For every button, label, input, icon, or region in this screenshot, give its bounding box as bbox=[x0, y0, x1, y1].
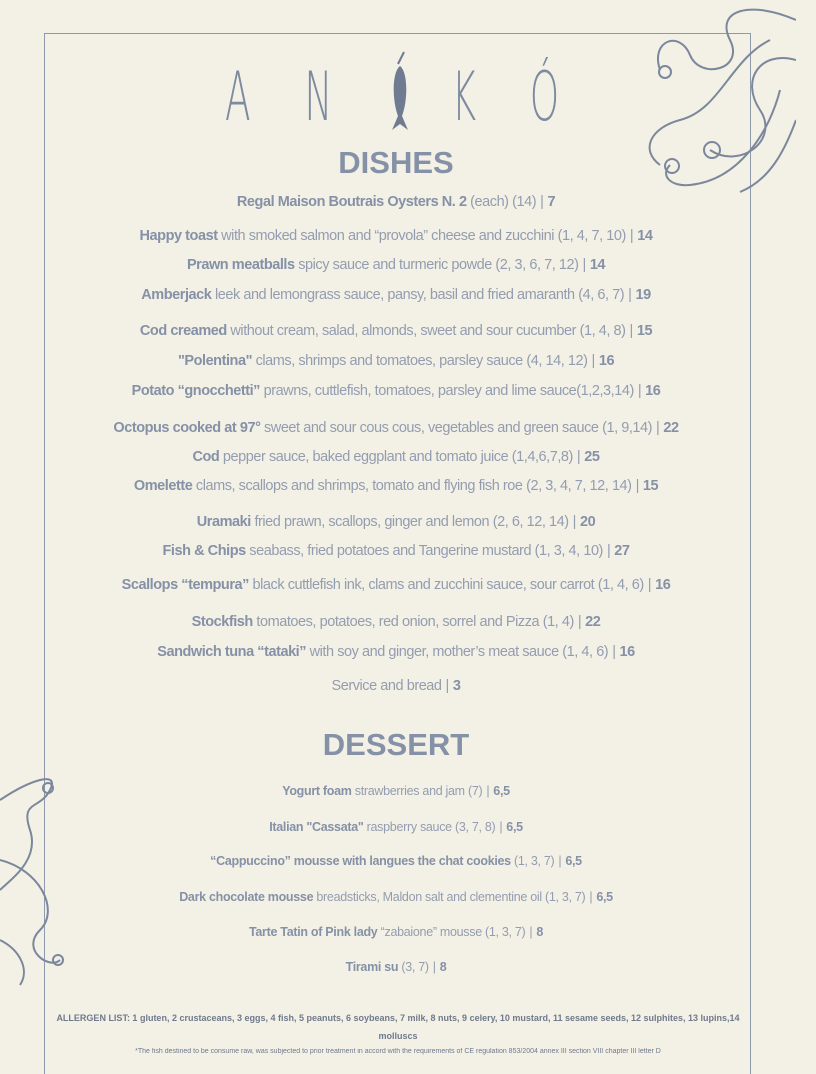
logo-text-left: A N bbox=[225, 58, 354, 137]
item-name: Omelette bbox=[133, 478, 193, 494]
item-description: “zabaione” mousse (1, 3, 7) bbox=[377, 925, 526, 939]
item-description: pepper sauce, baked eggplant and tomato juice (1,4,6,7,8) bbox=[219, 449, 573, 465]
item-price: 16 bbox=[645, 383, 661, 399]
item-name: Tirami su bbox=[345, 960, 399, 974]
item-description: seabass, fried potatoes and Tangerine mustard (1, 3, 4, 10) bbox=[245, 543, 603, 559]
item-price: 6,5 bbox=[493, 784, 510, 798]
dish-item bbox=[0, 227, 792, 245]
item-price: 16 bbox=[655, 577, 671, 593]
item-name: Happy toast bbox=[139, 228, 218, 244]
item-description: clams, shrimps and tomatoes, parsley sauce (4, 14, 12) bbox=[252, 353, 588, 369]
item-name: “Cappuccino” mousse with langues the chat cookies bbox=[210, 854, 511, 868]
item-price: 14 bbox=[637, 228, 653, 244]
item-name: Regal Maison Boutrais Oysters N. 2 bbox=[236, 194, 467, 210]
section-title-dishes: DISHES bbox=[338, 145, 454, 180]
item-description: (each) (14) bbox=[466, 194, 537, 210]
item-price: 8 bbox=[439, 960, 447, 974]
dessert-item bbox=[0, 958, 792, 976]
item-name: Yogurt foam bbox=[282, 784, 352, 798]
logo-text-right: K Ó bbox=[451, 58, 581, 137]
item-name: Fish & Chips bbox=[162, 543, 246, 559]
price-separator: | bbox=[582, 257, 586, 273]
item-name: Tarte Tatin of Pink lady bbox=[248, 925, 378, 939]
price-separator: | bbox=[637, 383, 642, 399]
price-separator: | bbox=[635, 478, 639, 494]
item-name: Scallops “tempura” bbox=[121, 577, 249, 593]
item-price: 27 bbox=[614, 543, 630, 559]
dish-item bbox=[0, 419, 792, 437]
item-price: 14 bbox=[589, 257, 606, 273]
price-separator: | bbox=[629, 323, 633, 339]
dish-item bbox=[0, 382, 792, 400]
item-price: 6,5 bbox=[565, 854, 582, 868]
price-separator: | bbox=[606, 543, 611, 559]
price-separator: | bbox=[647, 577, 652, 593]
item-name: Prawn meatballs bbox=[186, 257, 295, 273]
item-name: Italian "Cassata" bbox=[269, 820, 364, 834]
price-separator: | bbox=[577, 614, 582, 630]
dish-item bbox=[0, 613, 792, 631]
item-price: 6,5 bbox=[596, 890, 613, 904]
price-separator: | bbox=[591, 353, 595, 369]
item-description: with soy and ginger, mother’s meat sauce (1, 4, 6) bbox=[306, 644, 609, 660]
item-description: spicy sauce and turmeric powde (2, 3, 6, 7, 12) bbox=[294, 257, 579, 273]
item-description: clams, scallops and shrimps, tomato and flying fish roe (2, 3, 4, 7, 12, 14) bbox=[192, 478, 632, 494]
item-description: sweet and sour cous cous, vegetables and green sauce (1, 9,14) bbox=[260, 420, 653, 436]
fish-logo-icon bbox=[388, 50, 412, 134]
item-description: strawberries and jam (7) bbox=[351, 784, 483, 798]
item-price: 16 bbox=[619, 644, 635, 660]
price-separator: | bbox=[576, 449, 581, 465]
price-separator: | bbox=[540, 194, 544, 210]
item-name: Octopus cooked at 97° bbox=[113, 420, 261, 436]
dish-item bbox=[0, 477, 792, 495]
item-description: tomatoes, potatoes, red onion, sorrel and Pizza (1, 4) bbox=[252, 614, 574, 630]
price-separator: | bbox=[432, 960, 436, 974]
item-price: 22 bbox=[663, 420, 679, 436]
dish-item bbox=[0, 256, 792, 274]
dish-item bbox=[0, 576, 792, 594]
item-name: Uramaki bbox=[196, 514, 251, 530]
item-price: 15 bbox=[636, 323, 653, 339]
dish-item bbox=[0, 286, 792, 304]
item-price: 7 bbox=[547, 194, 556, 210]
price-separator: | bbox=[486, 784, 490, 798]
item-price: 20 bbox=[580, 514, 596, 530]
dish-item bbox=[0, 643, 792, 661]
item-name: Cod creamed bbox=[139, 323, 227, 339]
dessert-item bbox=[0, 923, 792, 941]
dish-item bbox=[0, 513, 792, 531]
price-separator: | bbox=[629, 228, 634, 244]
dessert-item bbox=[0, 852, 792, 870]
item-description: with smoked salmon and “provola” cheese and zucchini (1, 4, 7, 10) bbox=[217, 228, 626, 244]
price-separator: | bbox=[558, 854, 562, 868]
price-separator: | bbox=[628, 287, 632, 303]
price-separator: | bbox=[589, 890, 593, 904]
item-description: breadsticks, Maldon salt and clementine oil (1, 3, 7) bbox=[313, 890, 586, 904]
dish-item bbox=[0, 193, 792, 211]
item-description: without cream, salad, almonds, sweet and sour cucumber (1, 4, 8) bbox=[226, 323, 626, 339]
raw-fish-footnote: *The fish destined to be consume raw, was subjected to prior treatment in accord with the requirements of CE regulation 853/2004 annex III section VIII chapter III letter D bbox=[135, 1048, 661, 1055]
dish-item bbox=[0, 542, 792, 560]
item-description: (1, 3, 7) bbox=[510, 854, 555, 868]
item-name: Dark chocolate mousse bbox=[179, 890, 314, 904]
price-separator: | bbox=[499, 820, 503, 834]
dish-item bbox=[0, 677, 792, 695]
dessert-item bbox=[0, 818, 792, 836]
item-description: black cuttlefish ink, clams and zucchini sauce, sour carrot (1, 4, 6) bbox=[248, 577, 644, 593]
price-separator: | bbox=[572, 514, 576, 530]
item-name: Amberjack bbox=[141, 287, 212, 303]
item-description: raspberry sauce (3, 7, 8) bbox=[363, 820, 496, 834]
item-description: fried prawn, scallops, ginger and lemon (2, 6, 12, 14) bbox=[250, 514, 569, 530]
price-separator: | bbox=[445, 678, 449, 694]
item-name: Sandwich tuna “tataki” bbox=[157, 644, 307, 660]
item-price: 19 bbox=[635, 287, 651, 303]
dish-item bbox=[0, 448, 792, 466]
dessert-item bbox=[0, 888, 792, 906]
item-price: 6,5 bbox=[506, 820, 523, 834]
item-description: (3, 7) bbox=[398, 960, 429, 974]
price-separator: | bbox=[612, 644, 616, 660]
item-description: leek and lemongrass sauce, pansy, basil and fried amaranth (4, 6, 7) bbox=[211, 287, 625, 303]
item-price: 25 bbox=[584, 449, 600, 465]
dish-item bbox=[0, 322, 792, 340]
dessert-item bbox=[0, 782, 792, 800]
item-price: 22 bbox=[585, 614, 601, 630]
allergen-list: ALLERGEN LIST: 1 gluten, 2 crustaceans, 3 eggs, 4 fish, 5 peanuts, 6 soybeans, 7 milk, 8 nuts, 9 celery, 10 mustard, 11 sesame seeds, 12 sulphites, 13 lupins,14 molluscs bbox=[56, 1013, 740, 1041]
item-name: Stockfish bbox=[191, 614, 253, 630]
item-name: Cod bbox=[192, 449, 220, 465]
item-name: Potato “gnocchetti” bbox=[131, 383, 260, 399]
item-price: 16 bbox=[598, 353, 615, 369]
item-price: 15 bbox=[642, 478, 659, 494]
dish-item bbox=[0, 352, 792, 370]
item-name: "Polentina" bbox=[177, 353, 252, 369]
price-separator: | bbox=[529, 925, 533, 939]
item-description: Service and bread bbox=[331, 678, 442, 694]
item-price: 3 bbox=[452, 678, 461, 694]
item-price: 8 bbox=[536, 925, 544, 939]
section-title-dessert: DESSERT bbox=[322, 727, 470, 762]
price-separator: | bbox=[656, 420, 660, 436]
item-description: prawns, cuttlefish, tomatoes, parsley and lime sauce(1,2,3,14) bbox=[260, 383, 634, 399]
